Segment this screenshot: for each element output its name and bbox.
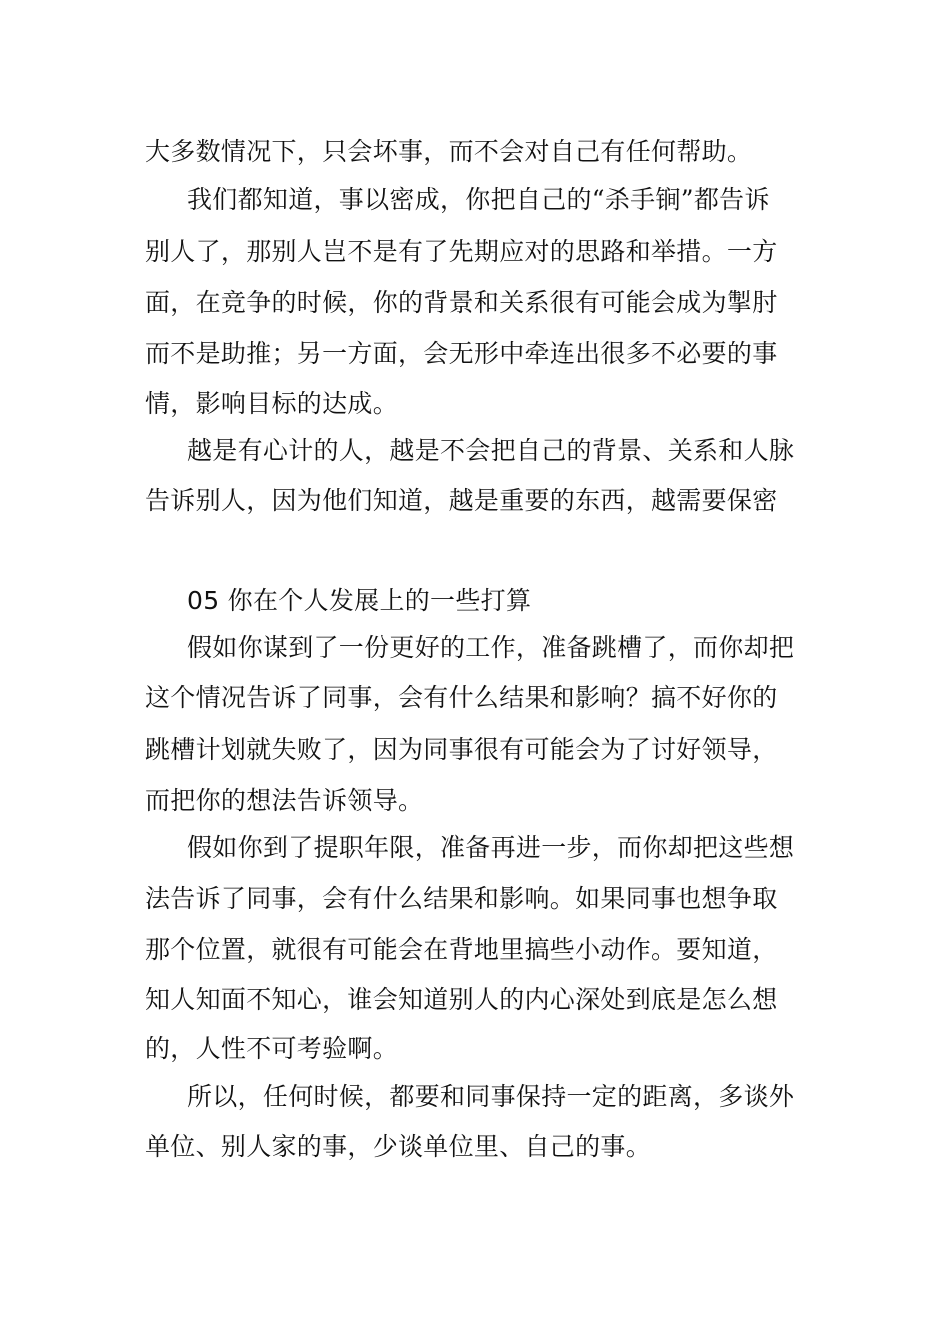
paragraph-line: 假如你谋到了一份更好的工作，准备跳槽了，而你却把 (187, 633, 795, 662)
paragraph-line: 所以，任何时候，都要和同事保持一定的距离，多谈外 (187, 1082, 795, 1111)
paragraph-line: 我们都知道，事以密成，你把自己的“杀手锏”都告诉 (187, 185, 770, 214)
paragraph-line: 而不是助推；另一方面，会无形中牵连出很多不必要的事 (145, 339, 778, 368)
paragraph-line: 那个位置，就很有可能会在背地里搞些小动作。要知道， (145, 935, 778, 964)
paragraph-line: 情，影响目标的达成。 (145, 389, 399, 418)
section-heading: 05 你在个人发展上的一些打算 (187, 586, 532, 615)
paragraph-line: 而把你的想法告诉领导。 (145, 786, 424, 815)
paragraph-line: 的，人性不可考验啊。 (145, 1034, 399, 1063)
paragraph-line: 这个情况告诉了同事，会有什么结果和影响？搞不好你的 (145, 683, 778, 712)
paragraph-line: 面，在竞争的时候，你的背景和关系很有可能会成为掣肘 (145, 288, 778, 317)
paragraph-line: 单位、别人家的事，少谈单位里、自己的事。 (145, 1132, 652, 1161)
paragraph-line: 告诉别人，因为他们知道，越是重要的东西，越需要保密 (145, 486, 778, 515)
paragraph-line: 大多数情况下，只会坏事，而不会对自己有任何帮助。 (145, 137, 753, 166)
paragraph-line: 越是有心计的人，越是不会把自己的背景、关系和人脉 (187, 436, 795, 465)
paragraph-line: 知人知面不知心，谁会知道别人的内心深处到底是怎么想 (145, 985, 778, 1014)
paragraph-line: 跳槽计划就失败了，因为同事很有可能会为了讨好领导， (145, 735, 778, 764)
paragraph-line: 别人了，那别人岂不是有了先期应对的思路和举措。一方 (145, 237, 778, 266)
paragraph-line: 假如你到了提职年限，准备再进一步，而你却把这些想 (187, 833, 795, 862)
paragraph-line: 法告诉了同事，会有什么结果和影响。如果同事也想争取 (145, 884, 778, 913)
